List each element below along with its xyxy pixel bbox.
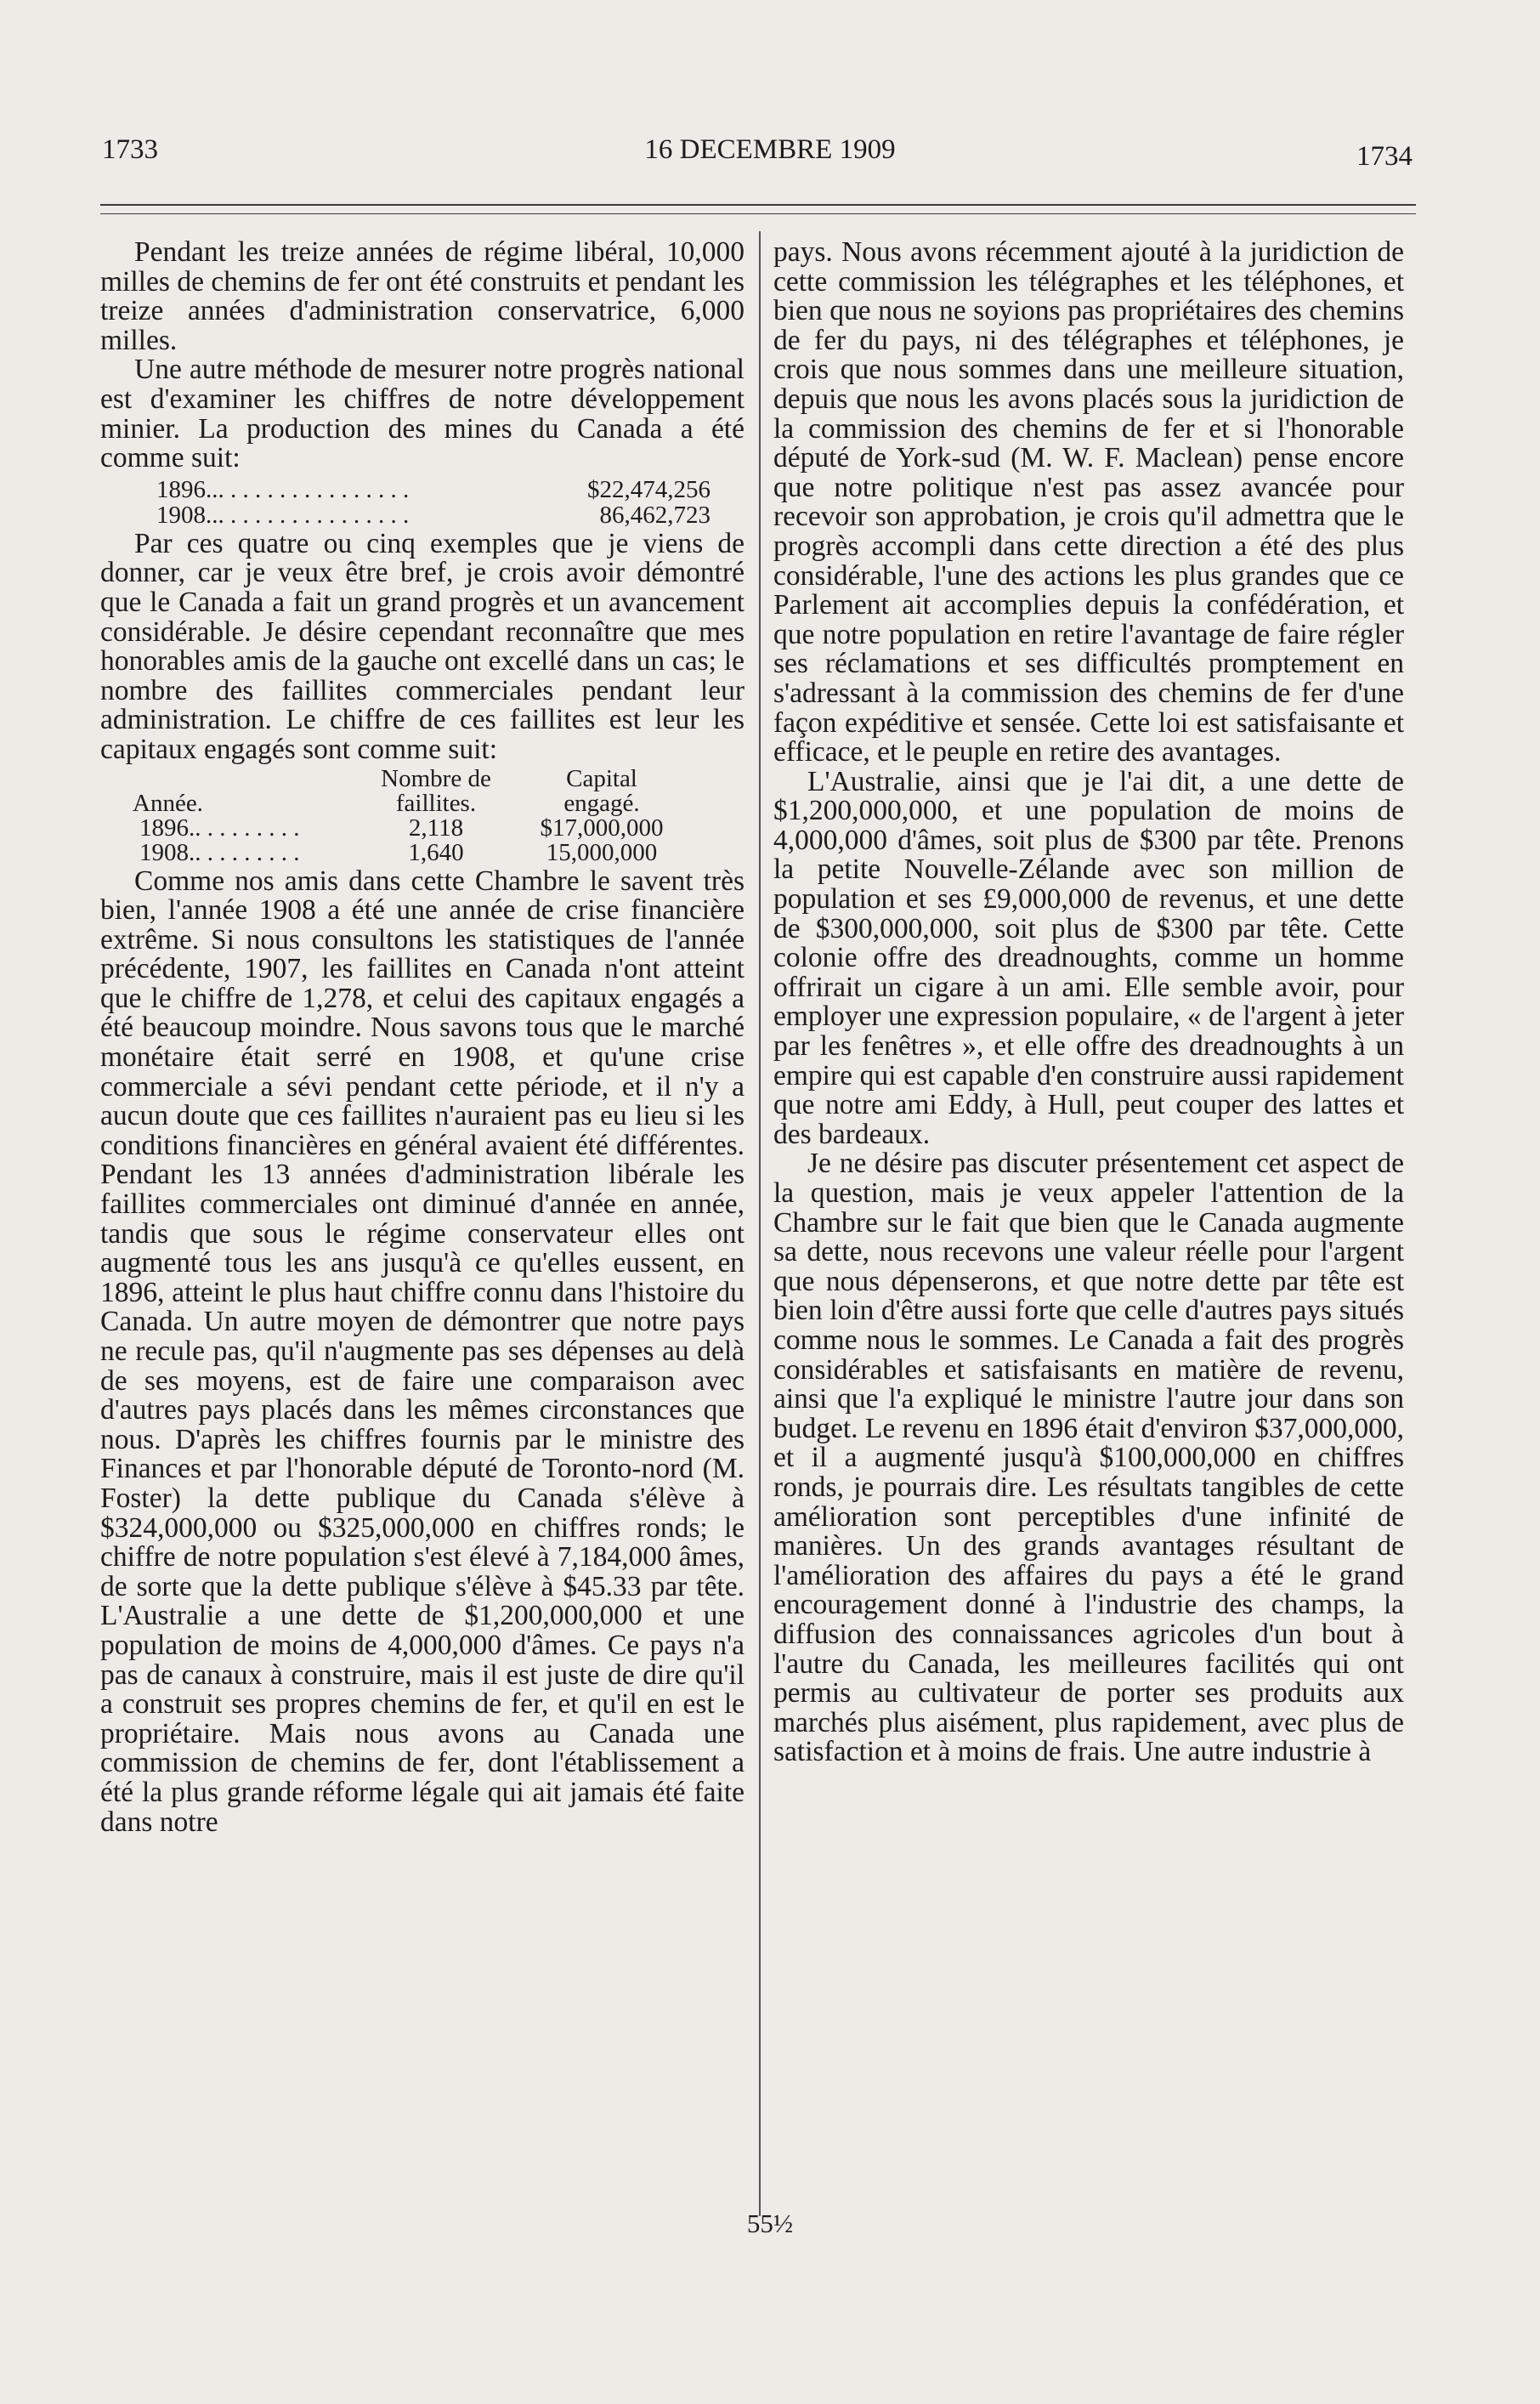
paragraph: Comme nos amis dans cette Chambre le savent très bien, l'année 1908 a été une année de crise financière extrême. Si nous consultons les statistiques de l'année précédente, 1907, les faillites en Canada n'ont atteint que le chiffre de 1,278, et celui des capitaux engagés a été beaucoup moindre. Nous savons tous que le marché monétaire était serré en 1908, et qu'une crise commerciale a sévi pendant cette période, et il n'y a aucun doute que ces faillites n'auraient pas eu lieu si les conditions financières en général avaient été différentes. Pendant les 13 années d'administration libérale les faillites commerciales ont diminué d'année en année, tandis que sous le régime conservateur elles ont augmenté tous les ans jusqu'à ce qu'elles eussent, en 1896, atteint le plus haut chiffre connu dans l'histoire du Canada. Un autre moyen de démontrer que notre pays ne recule pas, qu'il n'augmente pas ses dépenses au delà de ses moyens, est de faire une comparaison avec d'autres pays placés dans les mêmes circonstances que nous. D'après les chiffres fournis par le ministre des Finances et par l'honorable député de Toronto-nord (M. Foster) la dette publique du Canada s'élève à $324,000,000 ou $325,000,000 en chiffres ronds; le chiffre de notre population s'est élevé à 7,184,000 âmes, de sorte que la dette publique s'élève à $45.33 par tête. L'Australie a une dette de $1,200,000,000 et une population de moins de 4,000,000 d'âmes. Ce pays n'a pas de canaux à construire, mais il est juste de dire qu'il a construit ses propres chemins de fer, et qu'il en est le propriétaire. Mais nous avons au Canada une commission de chemins de fer, dont l'établissement a été la plus grande réforme légale qui ait jamais été faite dans notre <box>100 865 745 1838</box>
column-header-number: Nombre de faillites. <box>381 764 491 817</box>
column-header-capital: Capital engagé. <box>563 764 640 817</box>
list-item <box>100 502 745 528</box>
table-cell-number: 2,118 <box>408 814 464 842</box>
table-cell-year: 1908.. . . . . . . . . <box>139 838 300 866</box>
dot-leader: . . . . . . . . . . . . . . . . <box>218 475 410 503</box>
paragraph: L'Australie, ainsi que je l'ai dit, a une dette de $1,200,000,000, et une population de moins de 4,000,000 d'âmes, soit plus de $300 par tête. Prenons la petite Nouvelle-Zélande avec son million de population et ses £9,000,000 de revenus, et une dette de $300,000,000, soit plus de $300 par tête. Cette colonie offre des dreadnoughts, comme un homme offrirait un cigare à un ami. Elle semble avoir, pour employer une expression populaire, « de l'argent à jeter par les fenêtres », et elle offre des dreadnoughts à un empire qui est capable d'en construire aussi rapidement que notre ami Eddy, à Hull, peut couper des lattes et des bardeaux. <box>773 765 1404 1150</box>
mines-value: 86,462,723 <box>599 501 711 529</box>
failures-table <box>100 764 745 866</box>
table-cell-capital: $17,000,000 <box>540 814 664 842</box>
left-column <box>100 238 745 1837</box>
table-row <box>100 838 745 866</box>
list-item <box>100 477 745 502</box>
paragraph: Je ne désire pas discuter présentement cet aspect de la question, mais je veux appeler l'attention de la Chambre sur le fait que bien que le Canada augmente sa dette, nous recevons une valeur réelle pour l'argent que nous dépenserons, et que notre dette par tête est bien loin d'être aussi forte que celle d'autres pays situés comme nous le sommes. Le Canada a fait des progrès considérables et satisfaisants en matière de revenu, ainsi que l'a expliqué le ministre l'autre jour dans son budget. Le revenu en 1896 était d'environ $37,000,000, et il a augmenté jusqu'à $100,000,000 en chiffres ronds, je pourrais dire. Les résultats tangibles de cette amélioration sont perceptibles d'une infinité de manières. Un des grands avantages résultant de l'amélioration des affaires du pays a été le grand encouragement donné à l'industrie des champs, la diffusion des connaissances agricoles d'un bout à l'autre du Canada, les meilleures facilités qui ont permis au cultivateur de porter ses produits aux marchés plus aisément, plus rapidement, avec plus de satisfaction et à moins de frais. Une autre industrie à <box>773 1148 1404 1768</box>
paragraph: Une autre méthode de mesurer notre progrès national est d'examiner les chiffres de notre développement minier. La production des mines du Canada a été comme suit: <box>100 354 745 474</box>
page-date: 16 DECEMBRE 1909 <box>644 134 896 165</box>
table-header-row <box>100 764 745 817</box>
page-number-right: 1734 <box>1356 141 1413 172</box>
dot-leader: . . . . . . . . . . . . . . . . <box>218 501 410 529</box>
mines-year: 1896.. <box>156 475 218 503</box>
right-column <box>773 238 1404 1767</box>
column-divider <box>759 231 761 2216</box>
table-cell-capital: 15,000,000 <box>546 838 658 866</box>
header-double-rule <box>100 204 1416 214</box>
table-cell-year: 1896.. . . . . . . . . <box>139 814 300 842</box>
mines-year: 1908.. <box>156 501 218 529</box>
mines-value: $22,474,256 <box>587 475 711 503</box>
folio-signature: 55½ <box>746 2208 794 2238</box>
table-cell-number: 1,640 <box>408 838 464 866</box>
mines-production-list <box>100 477 745 528</box>
page-number-left: 1733 <box>102 134 158 165</box>
table-row <box>100 816 745 841</box>
paragraph: Par ces quatre ou cinq exemples que je viens de donner, car je veux être bref, je crois avoir démontré que le Canada a fait un grand progrès et un avancement considérable. Je désire cependant reconnaître que mes honorables amis de la gauche ont excellé dans un cas; le nombre des faillites commerciales pendant leur administration. Le chiffre de ces faillites est leur les capitaux engagés sont comme suit: <box>100 527 745 765</box>
column-header-year: Année. <box>133 789 203 817</box>
paragraph: pays. Nous avons récemment ajouté à la juridiction de cette commission les télégraphes et les téléphones, et bien que nous ne soyions pas propriétaires des chemins de fer du pays, ni des télégraphes et téléphones, je crois que nous sommes dans une meilleure situation, depuis que nous les avons placés sous la juridiction de la commission des chemins de fer et si l'honorable député de York-sud (M. W. F. Maclean) pense encore que notre politique n'est pas assez avancée pour recevoir son approbation, je crois qu'il admettra que le progrès accompli dans cette direction a été des plus considérable, l'une des actions les plus grandes que ce Parlement ait accomplies depuis la confédération, et que notre population en retire l'avantage de faire régler ses réclamations et ses difficultés promptement en s'adressant à la commission des chemins de fer d'une façon expéditive et sensée. Cette loi est satisfaisante et efficace, et le peuple en retire des avantages. <box>773 236 1404 768</box>
paragraph: Pendant les treize années de régime libéral, 10,000 milles de chemins de fer ont été construits et pendant les treize années d'administration conservatrice, 6,000 milles. <box>100 236 745 356</box>
